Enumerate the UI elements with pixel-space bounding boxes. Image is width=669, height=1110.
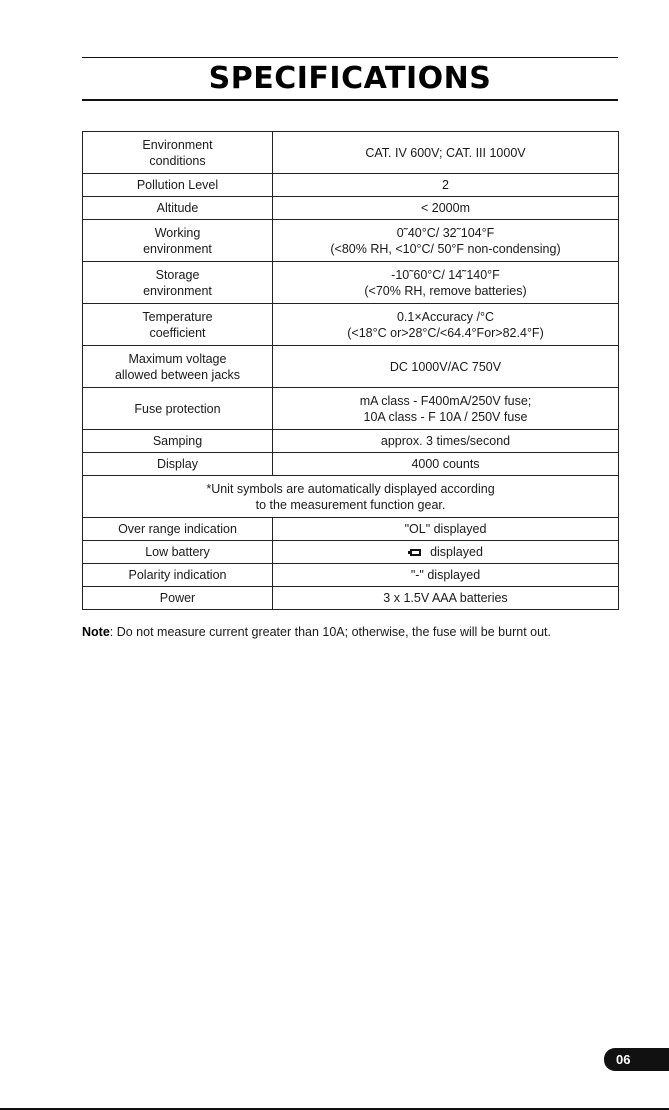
spec-value [273, 197, 619, 220]
table-row [83, 262, 619, 304]
spec-label [83, 197, 273, 220]
spec-value-line: "-" displayed [410, 568, 481, 582]
spec-value-line: 10A class - F 10A / 250V fuse [363, 409, 528, 424]
spec-value-line: 0.1×Accuracy /°C [396, 309, 495, 324]
spec-value [273, 304, 619, 346]
spec-label [83, 262, 273, 304]
spec-label [83, 174, 273, 197]
spec-label [83, 541, 273, 564]
spec-label-line: Maximum voltage [128, 351, 227, 366]
table-row [83, 132, 619, 174]
spec-value-line: < 2000m [421, 201, 470, 215]
spec-label [83, 346, 273, 388]
table-row [83, 453, 619, 476]
table-row [83, 541, 619, 564]
spec-label-line: Samping [152, 434, 203, 448]
spec-label [83, 453, 273, 476]
spec-value-line: 3 x 1.5V AAA batteries [383, 591, 508, 605]
spec-label [83, 587, 273, 610]
spec-note-line: *Unit symbols are automatically displayed according [206, 481, 495, 496]
spec-label [83, 518, 273, 541]
spec-value [273, 174, 619, 197]
spec-label-line: Over range indication [118, 522, 237, 536]
spec-value-line: 4000 counts [411, 457, 480, 471]
spec-value-line: 0˜40°C/ 32˜104°F [396, 225, 495, 240]
spec-label-line: Temperature [142, 309, 213, 324]
spec-note-cell [83, 476, 619, 518]
spec-label-line: coefficient [149, 325, 206, 340]
header-rule-top [82, 57, 618, 58]
battery-icon [408, 548, 422, 557]
spec-value [273, 518, 619, 541]
spec-label-line: Working [154, 225, 201, 240]
spec-value-line: (<80% RH, <10°C/ 50°F non-condensing) [330, 241, 561, 256]
note [82, 624, 642, 640]
page-number: 06 [616, 1052, 631, 1067]
spec-value-line: approx. 3 times/second [380, 434, 511, 448]
table-row [83, 197, 619, 220]
spec-value-line [277, 544, 614, 560]
spec-value [273, 430, 619, 453]
header-rule-bottom [82, 99, 618, 101]
spec-label [83, 220, 273, 262]
spec-label-line: Storage [155, 267, 200, 282]
spec-value [273, 132, 619, 174]
table-row [83, 346, 619, 388]
spec-value-line: CAT. IV 600V; CAT. III 1000V [365, 145, 526, 160]
note-prefix: Note [82, 625, 110, 639]
table-row [83, 388, 619, 430]
spec-label-line: Altitude [156, 201, 199, 215]
spec-label-line: conditions [149, 153, 206, 168]
table-row [83, 174, 619, 197]
spec-value-text: displayed [430, 545, 483, 559]
spec-value-line: (<18°C or>28°C/<64.4°For>82.4°F) [347, 325, 544, 340]
spec-label [83, 430, 273, 453]
spec-value-line: -10˜60°C/ 14˜140°F [391, 267, 500, 282]
spec-value-line: mA class - F400mA/250V fuse; [359, 393, 532, 408]
table-row [83, 304, 619, 346]
table-row [83, 587, 619, 610]
table-row [83, 518, 619, 541]
spec-value-line: DC 1000V/AC 750V [389, 359, 502, 374]
specifications-table [82, 131, 619, 610]
spec-value [273, 564, 619, 587]
spec-value [273, 388, 619, 430]
spec-value-line: 2 [442, 178, 449, 192]
spec-value [273, 262, 619, 304]
spec-label-line: Power [159, 591, 196, 605]
spec-label-line: Fuse protection [134, 401, 221, 416]
spec-label [83, 388, 273, 430]
spec-label-line: environment [143, 283, 212, 298]
page-title: SPECIFICATIONS [208, 61, 492, 96]
spec-value [273, 346, 619, 388]
spec-label [83, 304, 273, 346]
spec-value-line: "OL" displayed [404, 522, 487, 536]
table-row [83, 430, 619, 453]
page-number-tab [604, 1048, 669, 1071]
spec-label-line: allowed between jacks [114, 367, 241, 382]
spec-value [273, 220, 619, 262]
spec-label-line: Polarity indication [128, 568, 227, 582]
spec-label-line: environment [143, 241, 212, 256]
spec-label-line: Pollution Level [136, 178, 219, 192]
spec-value [273, 541, 619, 564]
note-text: : Do not measure current greater than 10A; otherwise, the fuse will be burnt out. [109, 625, 551, 639]
spec-value [273, 453, 619, 476]
table-row [83, 476, 619, 518]
spec-value [273, 587, 619, 610]
table-row [83, 564, 619, 587]
spec-value-line: (<70% RH, remove batteries) [364, 283, 527, 298]
spec-label [83, 132, 273, 174]
spec-note-line: to the measurement function gear. [255, 497, 446, 512]
table-row [83, 220, 619, 262]
spec-label [83, 564, 273, 587]
spec-label-line: Environment [142, 137, 213, 152]
spec-label-line: Display [157, 457, 198, 471]
spec-label-line: Low battery [145, 545, 210, 559]
